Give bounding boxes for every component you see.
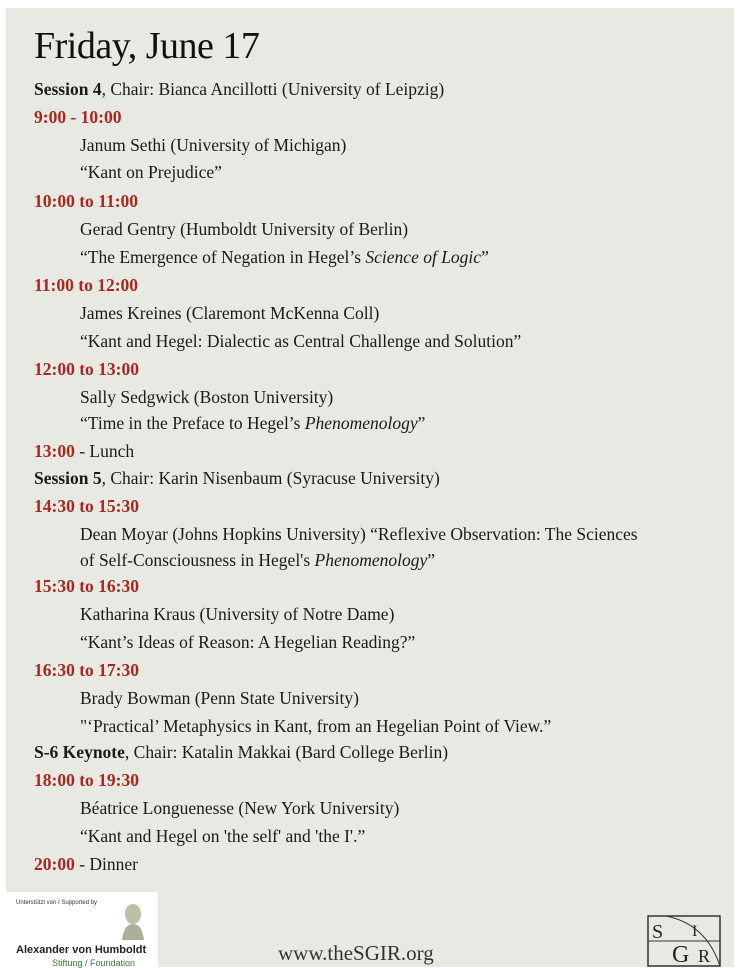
humboldt-logo <box>6 892 158 967</box>
keynote-header <box>34 741 448 763</box>
talk-title: “Kant and Hegel on 'the self' and 'the I'.” <box>80 826 366 846</box>
dinner-time: 20:00 <box>34 854 75 874</box>
humboldt-sub: Stiftung / Foundation <box>52 958 136 968</box>
talk-title <box>80 549 435 571</box>
talk-title <box>80 246 489 268</box>
talk-speaker: James Kreines (Claremont McKenna Coll) <box>80 303 380 323</box>
session-5-header <box>34 467 440 489</box>
page-title: Friday, June 17 <box>34 25 260 67</box>
session-label: Session 4 <box>34 79 102 99</box>
lunch-line <box>34 440 134 462</box>
title-text: ” <box>481 247 489 267</box>
website-link[interactable]: www.theSGIR.org <box>278 941 434 965</box>
humboldt-name: Alexander von Humboldt <box>16 944 147 956</box>
talk-speaker: Béatrice Longuenesse (New York University) <box>80 798 400 818</box>
talk-time: 16:30 to 17:30 <box>34 660 139 680</box>
dinner-line <box>34 853 138 875</box>
svg-text:G: G <box>672 942 690 968</box>
talk-title: “Kant and Hegel: Dialectic as Central Challenge and Solution” <box>80 331 522 351</box>
talk-title: “Kant’s Ideas of Reason: A Hegelian Reading?” <box>80 632 416 652</box>
talk-speaker: Janum Sethi (University of Michigan) <box>80 135 347 155</box>
svg-text:I: I <box>692 923 698 940</box>
talk-time: 18:00 to 19:30 <box>34 770 139 790</box>
talk-time: 12:00 to 13:00 <box>34 359 139 379</box>
title-text: “The Emergence of Negation in Hegel’s <box>80 247 366 267</box>
title-emphasis: Science of Logic <box>365 247 482 267</box>
session-chair: , Chair: Bianca Ancillotti (University of Leipzig) <box>101 79 445 99</box>
schedule-page <box>6 8 734 967</box>
humboldt-bust-icon <box>118 900 148 940</box>
title-text: “Time in the Preface to Hegel’s <box>80 413 305 433</box>
talk-speaker: Brady Bowman (Penn State University) <box>80 688 359 708</box>
lunch-time: 13:00 <box>34 441 75 461</box>
title-emphasis: Phenomenology <box>304 413 418 433</box>
session-label: Session 5 <box>34 468 102 488</box>
talk-title: “Kant on Prejudice” <box>80 162 222 182</box>
title-text: ” <box>417 413 426 433</box>
talk-time: 14:30 to 15:30 <box>34 496 139 516</box>
talk-time: 9:00 - 10:00 <box>34 107 122 127</box>
talk-title: "‘Practical’ Metaphysics in Kant, from an Hegelian Point of View.” <box>80 716 552 736</box>
talk-line: Dean Moyar (Johns Hopkins University) “Reflexive Observation: The Sciences <box>80 524 638 544</box>
talk-time: 15:30 to 16:30 <box>34 576 139 596</box>
talk-speaker: Katharina Kraus (University of Notre Dame) <box>80 604 395 624</box>
dinner-label: - Dinner <box>74 854 139 874</box>
talk-speaker: Gerad Gentry (Humboldt University of Berlin) <box>80 219 409 239</box>
session-chair: , Chair: Karin Nisenbaum (Syracuse University) <box>101 468 440 488</box>
talk-time: 10:00 to 11:00 <box>34 191 139 211</box>
session-4-header <box>34 78 444 100</box>
svg-text:R: R <box>698 946 711 966</box>
title-text: ” <box>427 550 436 570</box>
svg-text:S: S <box>652 921 664 943</box>
talk-title <box>80 412 425 434</box>
supported-by-text: Unterstützt von / Supported by <box>16 900 98 906</box>
talk-time: 11:00 to 12:00 <box>34 275 139 295</box>
sgir-logo-icon <box>646 914 722 968</box>
title-emphasis: Phenomenology <box>314 550 428 570</box>
talk-speaker: Sally Sedgwick (Boston University) <box>80 387 334 407</box>
session-label: S-6 Keynote <box>34 742 125 762</box>
title-text: of Self-Consciousness in Hegel's <box>80 550 315 570</box>
lunch-label: - Lunch <box>74 441 135 461</box>
session-chair: , Chair: Katalin Makkai (Bard College Berlin) <box>124 742 449 762</box>
